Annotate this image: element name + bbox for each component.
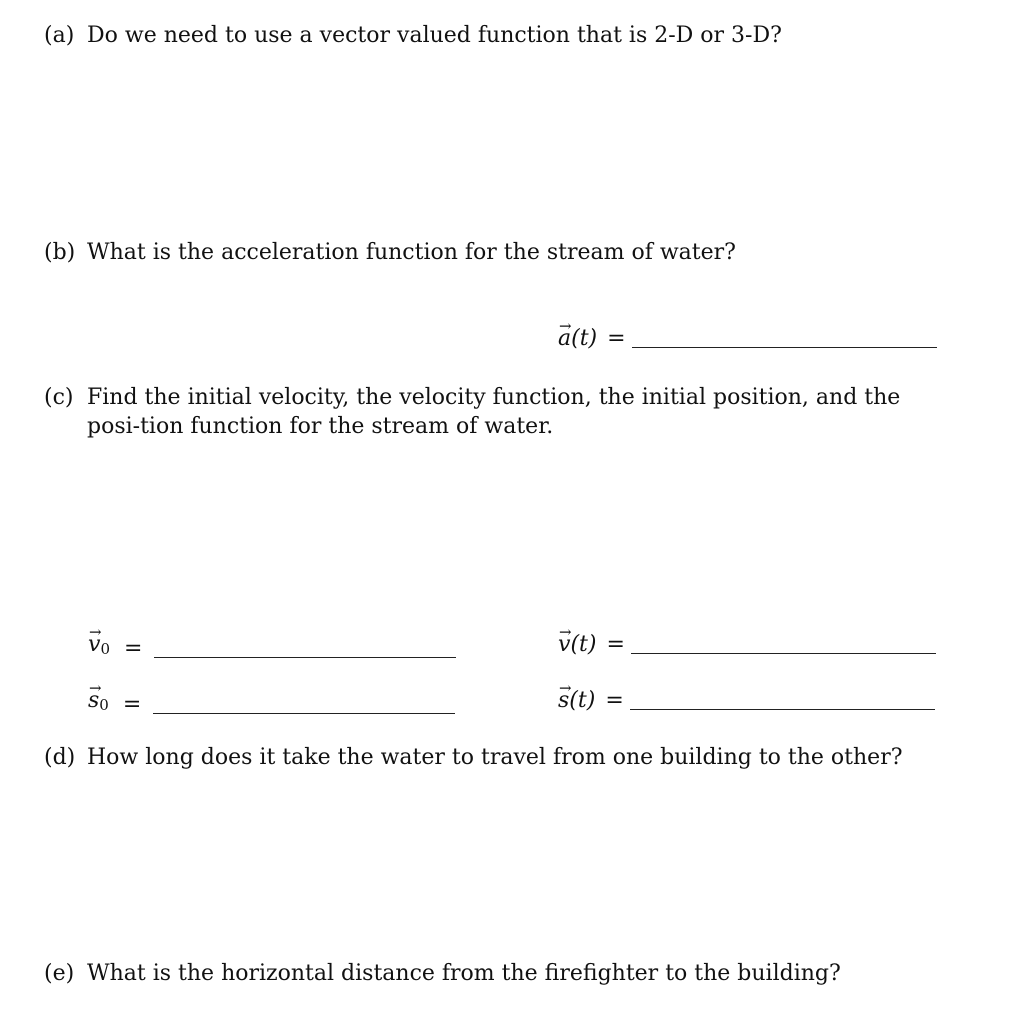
question-c-text: Find the initial velocity, the velocity function, the initial position, and the posi-tion function for the stream of water. (87, 385, 901, 439)
initial-velocity-symbol: → $v_0$ (88, 632, 110, 662)
question-b-label: (b) (44, 240, 76, 265)
question-a (44, 21, 944, 50)
question-a-text: Do we need to use a vector valued function that is 2-D or 3-D? (87, 23, 782, 48)
equals-sign: = (605, 688, 624, 713)
question-e (44, 959, 944, 988)
position-function-symbol: → s(t) (558, 688, 595, 714)
question-d (44, 743, 944, 772)
initial-position-blank[interactable] (153, 712, 455, 714)
equals-sign: = (606, 632, 625, 657)
question-e-label: (e) (44, 961, 75, 986)
position-function-blank[interactable] (630, 708, 935, 710)
question-d-text: How long does it take the water to travel from one building to the other? (87, 745, 903, 770)
velocity-function-answer (558, 632, 936, 658)
position-function-answer (558, 688, 935, 714)
equals-sign: = (607, 326, 626, 351)
question-d-label: (d) (44, 745, 76, 770)
initial-position-symbol: → $s_0$ (88, 688, 109, 718)
equals-sign: = (122, 692, 142, 717)
velocity-function-blank[interactable] (631, 652, 936, 654)
question-a-label: (a) (44, 23, 75, 48)
equals-sign: = (123, 636, 143, 661)
velocity-function-symbol: → v(t) (558, 632, 596, 658)
initial-velocity-answer (88, 632, 456, 662)
acceleration-symbol: → a(t) (558, 326, 597, 352)
question-b-text: What is the acceleration function for the stream of water? (87, 240, 736, 265)
initial-position-answer (88, 688, 455, 718)
question-b (44, 238, 944, 267)
question-e-text: What is the horizontal distance from the firefighter to the building? (87, 961, 841, 986)
question-c-label: (c) (44, 385, 74, 410)
acceleration-answer (558, 326, 937, 352)
acceleration-answer-blank[interactable] (632, 346, 937, 348)
initial-velocity-blank[interactable] (154, 656, 456, 658)
question-c (44, 383, 944, 441)
